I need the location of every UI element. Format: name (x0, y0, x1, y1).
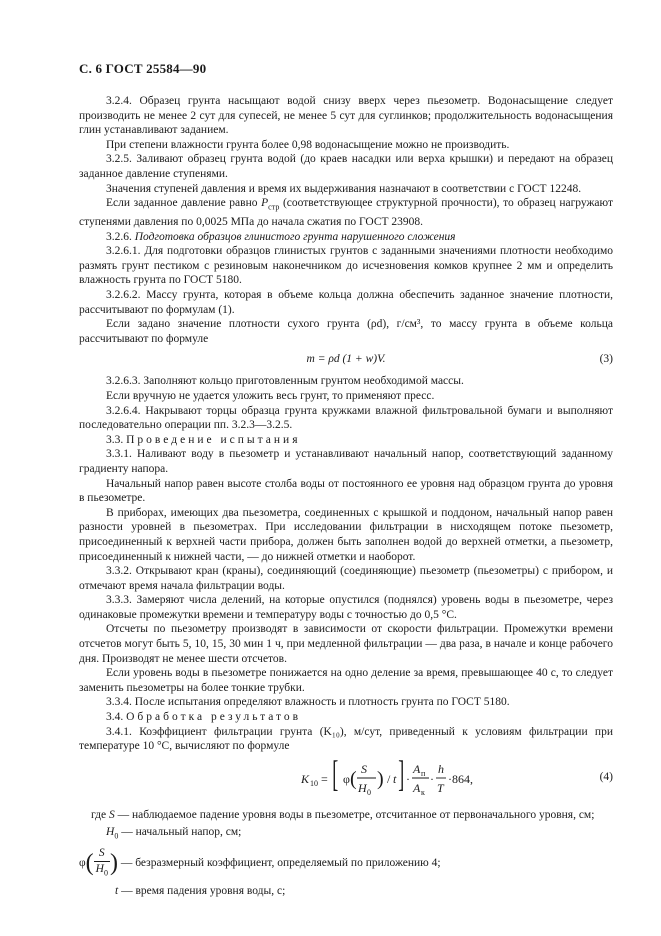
where-definition: — начальный напор, см; (121, 826, 242, 839)
formula-3 (79, 348, 613, 370)
paragraph: Если задано значение плотности сухого грунта (ρd), г/см³, то массу грунта в объеме кольца рассчитывают по формуле (79, 318, 613, 345)
formula-lhs: K (301, 771, 310, 786)
where-definition: — время падения уровня воды, с; (121, 885, 286, 898)
paren-open-icon: ( (350, 767, 357, 790)
fraction-numerator: S (94, 846, 110, 862)
formula-A-num: A (413, 761, 421, 776)
formula-lhs-sub: 10 (310, 778, 318, 788)
where-word: где (91, 808, 107, 821)
denominator-symbol: H (95, 862, 104, 875)
paren-open-icon: ( (85, 850, 94, 877)
section-title: Проведение испытания (126, 433, 301, 446)
paragraph: 3.4.1. Коэффициент фильтрации грунта (K₁₀), м/сут, приведенный к условиям фильтрации при температуре 10 °С, вычисляют по формуле (79, 725, 613, 753)
paragraph: 3.3.3. Замеряют числа делений, на которые опустился (поднялся) уровень воды в пьезометре, через одинаковые промежутки времени и температуру воды с точностью до 0,5 °С. (79, 594, 613, 621)
page-header: С. 6 ГОСТ 25584—90 (79, 61, 207, 76)
formula-H-sub: 0 (367, 787, 371, 797)
section-heading (79, 710, 613, 725)
section-number: 3.4. (106, 711, 127, 724)
paragraph: При степени влажности грунта более 0,98 водонасыщение можно не производить. (106, 138, 510, 151)
text: (соответствующее структурной прочности), то образец нагружают ступенями давления по 0,0025 МПа до начала сжатия по ГОСТ 23908. (79, 197, 614, 229)
paragraph: 3.2.4. Образец грунта насыщают водой снизу вверх через пьезометр. Водонасыщение следует производить не менее 2 сут для супесей, не менее 5 сут для суглинков; продолжительность водонасыщения глин устанавливают заданием. (79, 95, 613, 137)
section-title: Подготовка образцов глинистого грунта нарушенного сложения (134, 230, 456, 243)
paragraph: 3.2.5. Заливают образец грунта водой (до краев насадки или верха крышки) и передают на образец заданное давление ступенями. (79, 153, 613, 180)
paragraph: Если уровень воды в пьезометре понижается на одно деление за время, превышающее 40 с, то следует заменить пьезометры на более тонкие трубки. (79, 667, 613, 694)
denominator-sub: 0 (103, 868, 108, 878)
paragraph (79, 196, 613, 229)
text: Если заданное давление равно (106, 197, 262, 210)
bracket-open-icon: [ (332, 755, 339, 795)
paragraph: Отсчеты по пьезометру производят в зависимости от скорости фильтрации. Промежутки времени отсчетов могут быть 5, 10, 15, 30 мин 1 ч, при медленной фильтрации — два раза, в начале и конце рабочего дня. Производят не менее шести отсчетов. (79, 623, 613, 665)
dot-icon: · (406, 771, 410, 786)
where-symbol: S (108, 808, 115, 821)
formula-number: (3) (599, 353, 613, 366)
where-row-phi (79, 846, 613, 880)
paragraph: 3.3.2. Открывают кран (краны), соединяющий (соединяющие) пьезометр (пьезометры) с прибором, и отмечают время начала фильтрации воды. (79, 565, 613, 592)
where-row-H0 (79, 825, 613, 844)
paragraph: Если вручную не удается уложить весь грунт, то применяют пресс. (106, 389, 435, 402)
formula-eq: = (321, 771, 328, 786)
paragraph: 3.2.6.3. Заполняют кольцо приготовленным грунтом необходимой массы. (106, 375, 464, 388)
where-row-t (79, 884, 613, 899)
formula-S: S (361, 761, 367, 776)
formula-expression: m = ρd (1 + w)V. (306, 353, 386, 366)
paragraph: 3.3.1. Наливают воду в пьезометр и устанавливают начальный напор, соответствующий заданному градиенту напора. (79, 448, 613, 475)
formula-t: t (393, 771, 397, 786)
section-heading (79, 433, 613, 448)
section-heading (79, 230, 613, 245)
formula-phi: φ (343, 771, 350, 786)
where-block (79, 808, 613, 899)
paragraph: 3.3.4. После испытания определяют влажность и плотность грунта по ГОСТ 5180. (106, 696, 510, 709)
section-number: 3.2.6. (106, 230, 135, 243)
formula-A-num-sub: п (421, 768, 426, 778)
paragraph: Начальный напор равен высоте столба воды от постоянного ее уровня над образцом грунта до уровня в пьезометре. (79, 477, 613, 505)
formula-T: T (437, 780, 444, 795)
paragraph: 3.2.6.1. Для подготовки образцов глинистых грунтов с заданными значениями плотности необходимо размять грунт пестиком с резиновым наконечником до исчезновения комков крупнее 2 мм и определить влажность грунта по ГОСТ 5180. (79, 245, 613, 287)
slash-icon: / (387, 771, 391, 786)
where-symbol: t (115, 885, 119, 898)
paren-close-icon: ) (377, 767, 384, 790)
where-fraction (94, 846, 110, 880)
paren-close-icon: ) (109, 850, 118, 877)
section-number: 3.3. (106, 433, 127, 446)
formula-H: H (358, 780, 367, 795)
dot-icon: · (430, 771, 434, 786)
paragraph: В приборах, имеющих два пьезометра, соединенных с крышкой и поддоном, начальный напор равен разности уровней в пьезометрах. При исследовании фильтрации в нисходящем потоке пьезометр, присоединенный к верхней части прибора, должен быть заполнен водой до верхней отметки, а пьезометр, присоединенный к нижней части, — до нижней отметки и наоборот. (79, 506, 613, 563)
formula-4 (79, 756, 613, 802)
formula-A-den: A (413, 780, 421, 795)
formula-4-expression (301, 756, 501, 802)
formula-h: h (438, 761, 444, 776)
formula-tail: ·864, (448, 771, 473, 786)
where-symbol-sub: 0 (114, 831, 119, 841)
where-definition: — безразмерный коэффициент, определяемый по приложению 4; (120, 857, 441, 870)
paragraph: 3.2.6.4. Накрывают торцы образца грунта кружками влажной фильтровальной бумаги и выполняют последовательно операции пп. 3.2.3—3.2.5. (79, 404, 613, 432)
bracket-close-icon: ] (398, 755, 405, 795)
where-symbol: φ (79, 857, 86, 870)
document-body (79, 94, 613, 899)
subscript: стр (268, 202, 280, 212)
fraction-denominator (94, 862, 110, 881)
paragraph: Значения ступеней давления и время их выдерживания назначают в соответствии с ГОСТ 12248. (106, 182, 582, 195)
section-title: Обработка результатов (126, 711, 302, 724)
where-row-S (79, 808, 613, 823)
where-symbol: H (106, 826, 115, 839)
variable: P (261, 197, 269, 210)
where-definition: — наблюдаемое падение уровня воды в пьезометре, отсчитанное от первоначального уровня, см; (117, 808, 595, 821)
paragraph: 3.2.6.2. Массу грунта, которая в объеме кольца должна обеспечить заданное значение плотности, рассчитывают по формулам (1). (79, 289, 613, 316)
formula-number: (4) (599, 770, 613, 783)
formula-A-den-sub: к (421, 787, 425, 797)
